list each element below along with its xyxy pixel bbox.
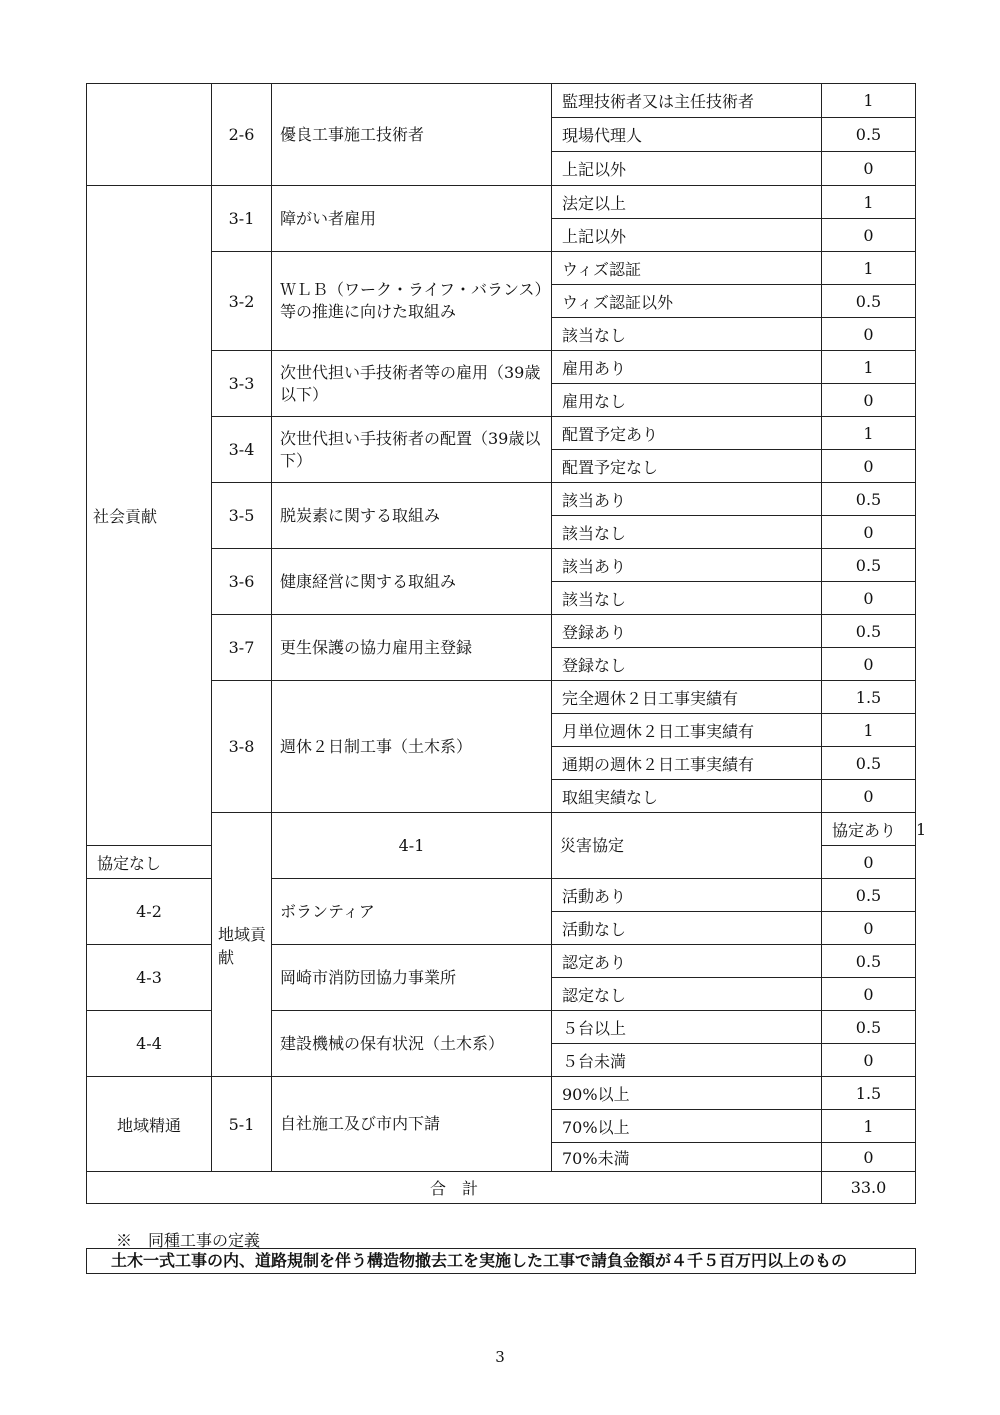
item-name: 次世代担い手技術者等の雇用（39歳以下） — [272, 351, 552, 417]
criterion-points: 1.5 — [822, 681, 916, 714]
criterion-label: 月単位週休２日工事実績有 — [552, 714, 822, 747]
criterion-label: ５台未満 — [552, 1044, 822, 1077]
criterion-points: 1 — [822, 351, 916, 384]
criterion-points: 0.5 — [822, 879, 916, 912]
item-name: ボランティア — [272, 879, 552, 945]
score-table-body — [87, 84, 927, 1172]
item-code: 2-6 — [212, 84, 272, 186]
criterion-points: 0 — [822, 516, 916, 549]
criterion-points: 1.5 — [822, 1077, 916, 1110]
criterion-points: 0 — [822, 846, 916, 879]
criterion-points: 0.5 — [822, 483, 916, 516]
criterion-label: 上記以外 — [552, 152, 822, 186]
criterion-points: 0 — [822, 1044, 916, 1077]
item-name: 障がい者雇用 — [272, 186, 552, 252]
table-row: 地域貢献 4-1 災害協定 協定あり 1 — [87, 813, 916, 846]
category-cell: 社会貢献 — [87, 186, 212, 846]
criterion-label: 雇用なし — [552, 384, 822, 417]
criterion-label: ウィズ認証以外 — [552, 285, 822, 318]
criterion-points: 0 — [822, 912, 916, 945]
criterion-label: 70%未満 — [552, 1143, 822, 1172]
item-name: 脱炭素に関する取組み — [272, 483, 552, 549]
item-code: 3-7 — [212, 615, 272, 681]
table-row — [87, 681, 916, 714]
criterion-label: 該当なし — [552, 318, 822, 351]
criterion-label: 該当あり — [552, 549, 822, 582]
criterion-label: 登録あり — [552, 615, 822, 648]
criterion-label: 該当なし — [552, 516, 822, 549]
criterion-label: 該当なし — [552, 582, 822, 615]
category-cell: 地域貢献 — [212, 813, 272, 1077]
category-cell — [87, 84, 212, 186]
table-row — [87, 615, 916, 648]
item-code: 5-1 — [212, 1077, 272, 1172]
criterion-points: 1 — [822, 1110, 916, 1143]
item-name: 建設機械の保有状況（土木系） — [272, 1011, 552, 1077]
criterion-points: 0 — [822, 152, 916, 186]
item-name: 岡崎市消防団協力事業所 — [272, 945, 552, 1011]
criterion-label: 活動なし — [552, 912, 822, 945]
table-row — [87, 252, 916, 285]
criterion-label: 監理技術者又は主任技術者 — [552, 84, 822, 118]
criterion-points: 1 — [822, 417, 916, 450]
item-code: 3-3 — [212, 351, 272, 417]
criterion-label: 雇用あり — [552, 351, 822, 384]
item-code: 3-5 — [212, 483, 272, 549]
score-table — [86, 83, 927, 1204]
item-name: ＷＬＢ（ワーク・ライフ・バランス）等の推進に向けた取組み — [272, 252, 552, 351]
item-code: 3-4 — [212, 417, 272, 483]
criterion-label: 90%以上 — [552, 1077, 822, 1110]
item-code: 4-3 — [87, 945, 212, 1011]
table-row — [87, 549, 916, 582]
total-label: 合 計 — [87, 1172, 822, 1204]
item-code: 3-2 — [212, 252, 272, 351]
item-name: 災害協定 — [552, 813, 822, 879]
criterion-points: 0.5 — [822, 945, 916, 978]
item-code: 4-4 — [87, 1011, 212, 1077]
criterion-label: 完全週休２日工事実績有 — [552, 681, 822, 714]
table-row — [87, 483, 916, 516]
criterion-label: ウィズ認証 — [552, 252, 822, 285]
item-name: 週休２日制工事（土木系） — [272, 681, 552, 813]
criterion-label: 取組実績なし — [552, 780, 822, 813]
criterion-points: 0.5 — [822, 285, 916, 318]
criterion-points: 0 — [822, 318, 916, 351]
item-name: 自社施工及び市内下請 — [272, 1077, 552, 1172]
criterion-label: 認定なし — [552, 978, 822, 1011]
table-row — [87, 1077, 916, 1110]
item-code: 4-2 — [87, 879, 212, 945]
page-number: 3 — [495, 1348, 505, 1366]
criterion-label: 協定なし — [87, 846, 212, 879]
criterion-points: 0 — [822, 1143, 916, 1172]
criterion-points: 0 — [822, 978, 916, 1011]
criterion-label: 70%以上 — [552, 1110, 822, 1143]
criterion-label: ５台以上 — [552, 1011, 822, 1044]
note-heading: ※ 同種工事の定義 — [116, 1231, 261, 1250]
criterion-points: 0.5 — [822, 549, 916, 582]
criterion-label: 登録なし — [552, 648, 822, 681]
criterion-label: 通期の週休２日工事実績有 — [552, 747, 822, 780]
criterion-label: 現場代理人 — [552, 118, 822, 152]
criterion-points: 1 — [822, 84, 916, 118]
table-row — [87, 417, 916, 450]
criterion-label: 上記以外 — [552, 219, 822, 252]
item-code: 3-1 — [212, 186, 272, 252]
item-name: 次世代担い手技術者の配置（39歳以下） — [272, 417, 552, 483]
criterion-points: 0 — [822, 780, 916, 813]
table-row — [87, 186, 916, 219]
criterion-points: 0.5 — [822, 747, 916, 780]
item-name: 更生保護の協力雇用主登録 — [272, 615, 552, 681]
criterion-points: 0.5 — [822, 118, 916, 152]
item-code: 4-1 — [272, 813, 552, 879]
criterion-points: 0 — [822, 582, 916, 615]
criterion-points: 0.5 — [822, 615, 916, 648]
definition-box: 土木一式工事の内、道路規制を伴う構造物撤去工を実施した工事で請負金額が４千５百万円以上のもの — [86, 1248, 916, 1274]
category-cell: 地域精通 — [87, 1077, 212, 1172]
item-name: 健康経営に関する取組み — [272, 549, 552, 615]
criterion-label: 活動あり — [552, 879, 822, 912]
criterion-points: 1 — [822, 714, 916, 747]
criterion-label: 法定以上 — [552, 186, 822, 219]
item-name: 優良工事施工技術者 — [272, 84, 552, 186]
table-row — [87, 879, 916, 912]
criterion-points: 0 — [822, 450, 916, 483]
total-value: 33.0 — [822, 1172, 916, 1204]
total-row — [87, 1172, 916, 1204]
criterion-label: 協定あり — [822, 813, 916, 846]
table-row — [87, 351, 916, 384]
criterion-points: 0.5 — [822, 1011, 916, 1044]
criterion-label: 該当あり — [552, 483, 822, 516]
item-code: 3-6 — [212, 549, 272, 615]
criterion-label: 配置予定あり — [552, 417, 822, 450]
criterion-points: 0 — [822, 648, 916, 681]
table-row — [87, 84, 916, 118]
criterion-points: 1 — [822, 186, 916, 219]
criterion-label: 配置予定なし — [552, 450, 822, 483]
criterion-points: 0 — [822, 384, 916, 417]
criterion-points: 0 — [822, 219, 916, 252]
criterion-points: 1 — [822, 252, 916, 285]
table-row — [87, 945, 916, 978]
table-row — [87, 1011, 916, 1044]
criterion-label: 認定あり — [552, 945, 822, 978]
item-code: 3-8 — [212, 681, 272, 813]
